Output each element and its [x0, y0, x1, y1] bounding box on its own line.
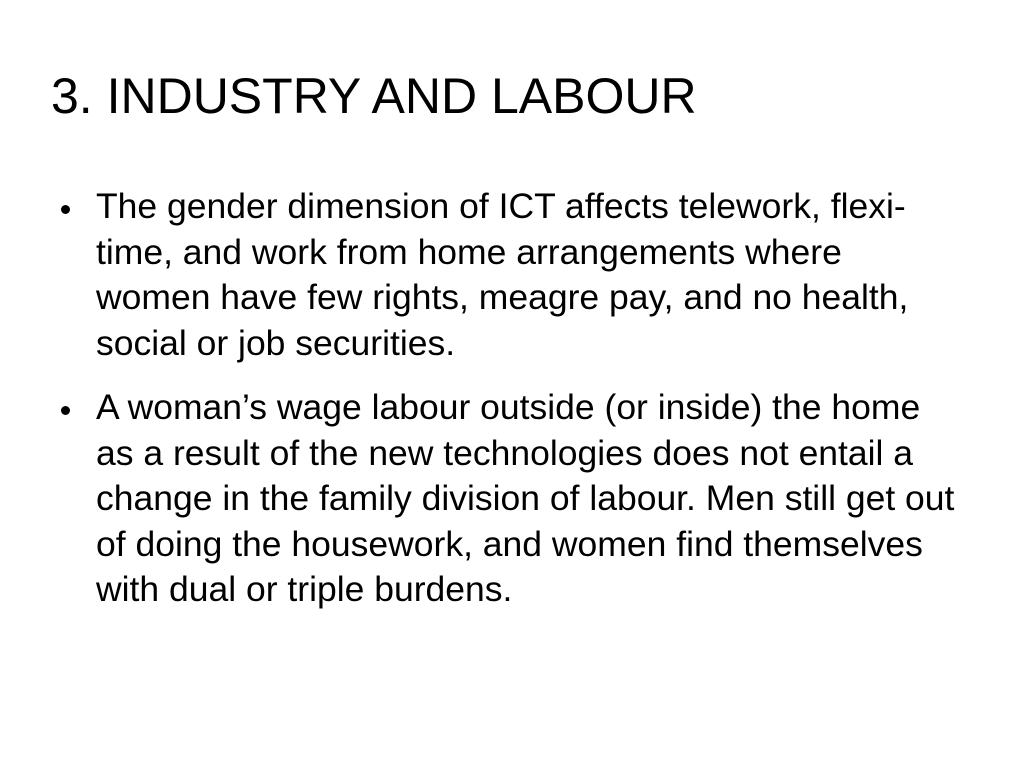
bullet-dot-icon — [61, 406, 70, 415]
bullet-text: The gender dimension of ICT affects telework, flexi-time, and work from home arrangements where women have few rights, meagre pay, and no health, social or job securities. — [96, 186, 909, 363]
bullet-text: A woman’s wage labour outside (or inside) the home as a result of the new technologies does not entail a change in the family division of labour. Men still get out of doing the housework, and women find themselves with dual or triple burdens. — [96, 387, 955, 609]
bullet-dot-icon — [61, 205, 70, 214]
slide-title: 3. INDUSTRY AND LABOUR — [51, 68, 697, 124]
bullet-list — [59, 184, 959, 632]
bullet-item — [59, 184, 959, 366]
bullet-item — [59, 385, 959, 613]
